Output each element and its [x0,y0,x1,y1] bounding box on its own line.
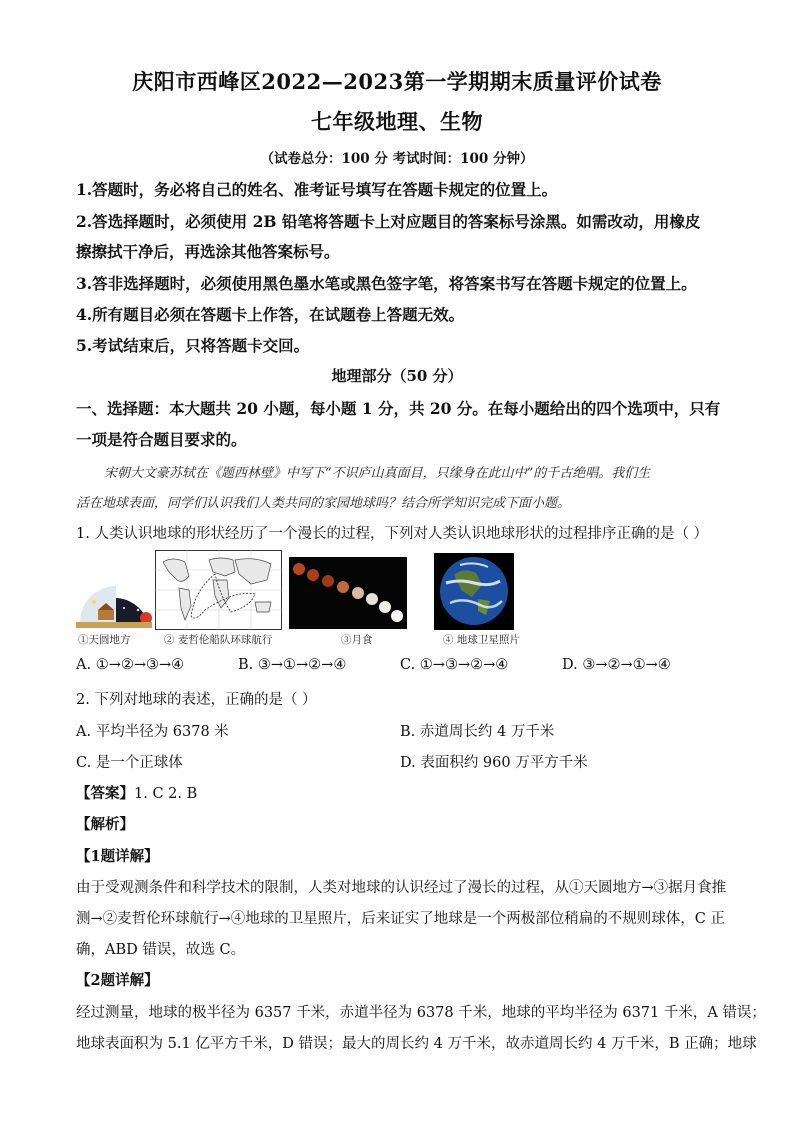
detail-2-line-2: 地球表面积为 5.1 亿平方千米，D 错误；最大的周长约 4 万千米，故赤道周长约 4 万千米，B 正确；地球 [76,1036,757,1052]
caption-2: ② 麦哲伦船队环球航行 [164,634,273,646]
magellan-route-map [155,550,282,630]
earth-satellite-photo [434,553,514,630]
instruction-2-cont: 擦擦拭干净后，再选涂其他答案标号。 [76,242,340,261]
instruction-3: 3.答非选择题时，必须使用黑色墨水笔或黑色签字笔，将答案书写在答题卡规定的位置上。 [76,274,697,293]
question-1-stem: 1. 人类认识地球的形状经历了一个漫长的过程，下列对人类认识地球形状的过程排序正确的是（ ） [76,526,709,542]
lunar-eclipse-sequence [289,557,407,629]
q1-option-c: C. ①→③→②→④ [400,657,509,673]
detail-2-line-1: 经过测量，地球的极半径为 6357 千米，赤道半径为 6378 千米，地球的平均半径为 6371 千米，A 错误； [76,1005,766,1021]
q1-option-b: B. ③→①→②→④ [238,657,347,673]
instruction-5: 5.考试结束后，只将答题卡交回。 [76,336,310,355]
q2-option-d: D. 表面积约 960 万平方千米 [400,755,588,771]
answer-value: 1. C 2. B [134,786,198,802]
part1-heading: 一、选择题：本大题共 20 小题，每小题 1 分，共 20 分。在每小题给出的四个选项中，只有 [76,399,721,418]
detail-2-label: 【2题详解】 [76,972,159,989]
answer-label: 【答案】 [76,785,134,802]
caption-4: ④ 地球卫星照片 [443,634,520,646]
passage-line-2: 活在地球表面，同学们认识我们人类共同的家园地球吗？结合所学知识完成下面小题。 [76,496,571,511]
passage-line-1: 宋朝大文豪苏轼在《题西林壁》中写下“不识庐山真面目，只缘身在此山中”的千古绝唱。我们生 [104,466,651,481]
analysis-label: 【解析】 [76,816,134,833]
exam-title: 庆阳市西峰区2022—2023第一学期期末质量评价试卷 [132,69,662,94]
section-title: 地理部分（50 分） [331,367,463,385]
caption-3: ③月食 [341,634,373,646]
exam-subject: 七年级地理、生物 [311,109,483,134]
q1-option-d: D. ③→②→①→④ [562,657,671,673]
answer-line [76,782,197,803]
question-2-stem: 2. 下列对地球的表述，正确的是（ ） [76,692,317,708]
q2-option-a: A. 平均半径为 6378 米 [76,724,229,740]
q2-option-b: B. 赤道周长约 4 万千米 [400,724,555,740]
part1-heading-cont: 一项是符合题目要求的。 [76,430,247,449]
q1-option-a: A. ①→②→③→④ [76,657,185,673]
detail-1-line-1: 由于受观测条件和科学技术的限制，人类对地球的认识经过了漫长的过程，从①天圆地方→③据月食推 [76,880,727,896]
detail-1-line-2: 测→②麦哲伦环球航行→④地球的卫星照片，后来证实了地球是一个两极部位稍扁的不规则球体，C 正 [76,911,725,927]
q2-option-c: C. 是一个正球体 [76,755,183,771]
exam-info: （试卷总分：100 分 考试时间：100 分钟） [260,151,534,167]
instruction-1: 1.答题时，务必将自己的姓名、准考证号填写在答题卡规定的位置上。 [76,180,558,199]
caption-1: ①天圆地方 [78,634,131,646]
instruction-2: 2.答选择题时，必须使用 2B 铅笔将答题卡上对应题目的答案标号涂黑。如需改动，用橡皮 [76,212,701,231]
detail-1-label: 【1题详解】 [76,848,159,865]
instruction-4: 4.所有题目必须在答题卡上作答，在试题卷上答题无效。 [76,305,465,324]
detail-1-line-3: 确，ABD 错误，故选 C。 [76,942,246,958]
sky-dome-illustration [76,550,152,630]
